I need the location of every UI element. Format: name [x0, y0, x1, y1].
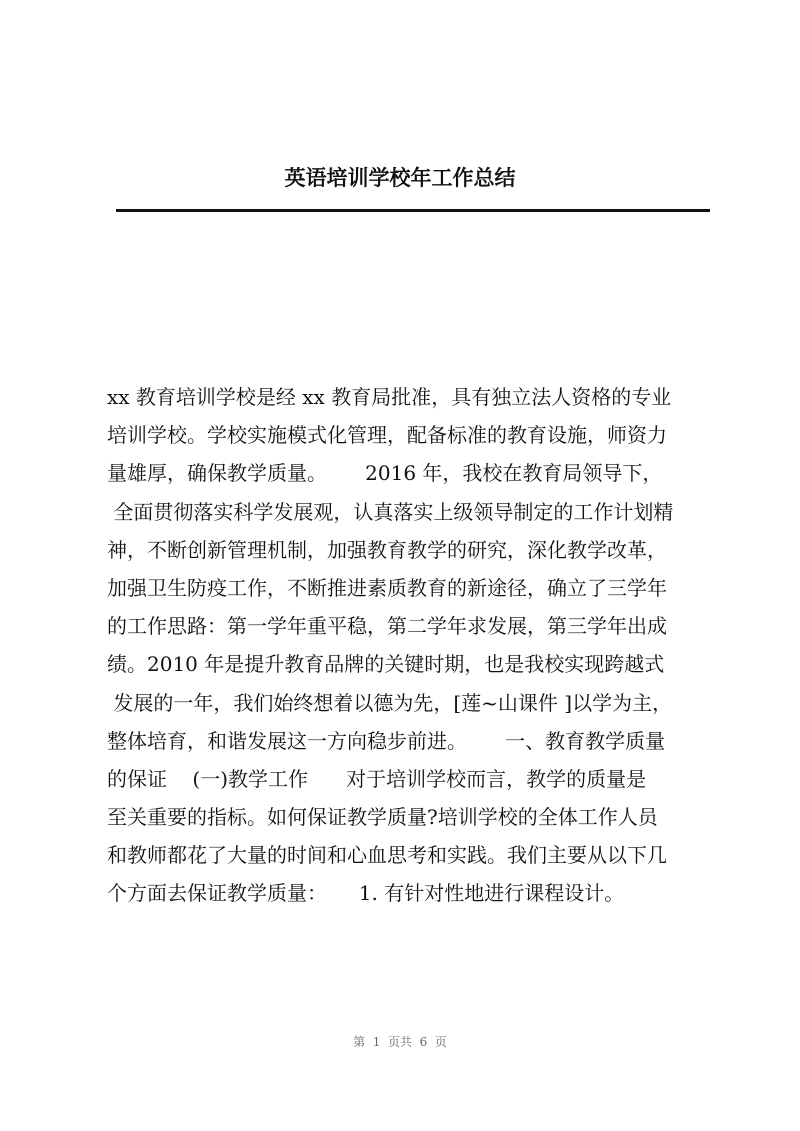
- page-footer: 第 1 页共 6 页: [353, 1035, 447, 1049]
- document-body: [107, 378, 711, 913]
- title-underline: [116, 209, 710, 212]
- body-line: 的工作思路：第一学年重平稳，第二学年求发展，第三学年出成: [107, 614, 667, 639]
- body-line: 神，不断创新管理机制，加强教育教学的研究，深化教学改革，: [107, 537, 667, 562]
- body-line: xx 教育培训学校是经 xx 教育局批准，具有独立法人资格的专业: [107, 385, 672, 409]
- body-line: 加强卫生防疫工作，不断推进素质教育的新途径，确立了三学年: [107, 575, 667, 600]
- body-line: 全面贯彻落实科学发展观，认真落实上级领导制定的工作计划精: [107, 499, 674, 524]
- body-line: 绩。2010 年是提升教育品牌的关键时期，也是我校实现跨越式: [107, 652, 665, 677]
- body-line: 的保证 (一)教学工作 对于培训学校而言，教学的质量是: [107, 766, 647, 791]
- body-line: 和教师都花了大量的时间和心血思考和实践。我们主要从以下几: [107, 843, 667, 868]
- body-line: 至关重要的指标。如何保证教学质量?培训学校的全体工作人员: [107, 805, 658, 830]
- body-line: 个方面去保证教学质量： 1. 有针对性地进行课程设计。: [107, 881, 625, 906]
- body-line: 量雄厚，确保教学质量。 2016 年，我校在教育局领导下，: [107, 461, 663, 486]
- body-line: 发展的一年，我们始终想着以德为先，[莲~山课件 ]以学为主，: [107, 690, 673, 715]
- document-title: 英语培训学校年工作总结: [284, 166, 516, 190]
- body-line: 整体培育，和谐发展这一方向稳步前进。 一、教育教学质量: [107, 728, 666, 753]
- body-line: 培训学校。学校实施模式化管理，配备标准的教育设施，师资力: [107, 423, 667, 448]
